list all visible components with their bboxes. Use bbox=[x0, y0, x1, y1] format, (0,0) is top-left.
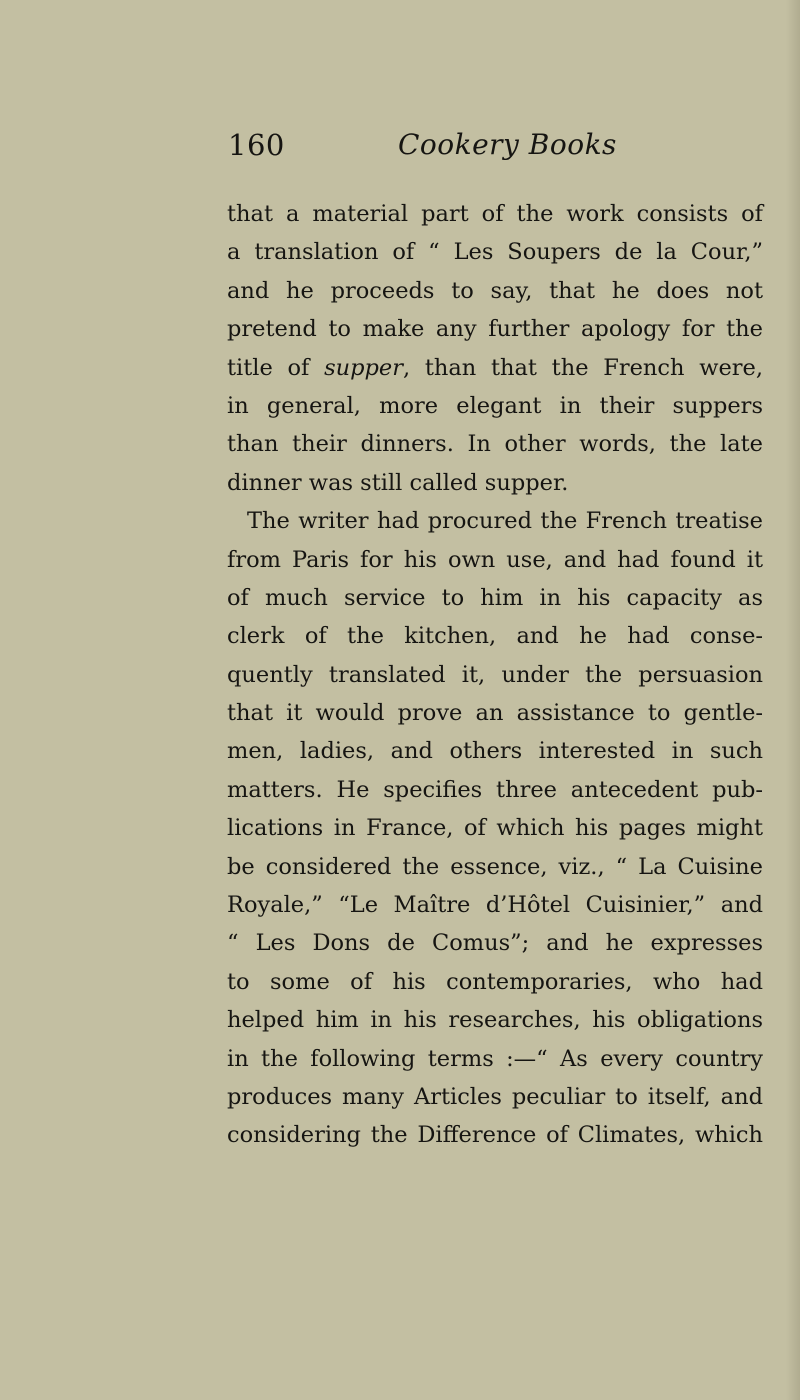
text-line bbox=[227, 349, 763, 387]
text-line: to some of his contemporaries, who had bbox=[227, 968, 763, 995]
page-number: 160 bbox=[228, 128, 285, 162]
text-line: in the following terms :—“ As every country bbox=[227, 1045, 763, 1072]
text-line: that a material part of the work consists of bbox=[227, 201, 763, 227]
text-line: “ Les Dons de Comus”; and he expresses bbox=[227, 930, 763, 957]
text-line: in general, more elegant in their suppers bbox=[227, 392, 763, 419]
text-line: that it would prove an assistance to gentle- bbox=[227, 700, 763, 727]
text-line: clerk of the kitchen, and he had conse- bbox=[227, 623, 763, 650]
text-line: a translation of “ Les Soupers de la Cour,” bbox=[227, 239, 763, 266]
text-line: matters. He specifies three antecedent pub- bbox=[227, 776, 763, 803]
text-line: dinner was still called supper. bbox=[227, 469, 569, 496]
text-line: be considered the essence, viz., “ La Cuisine bbox=[227, 853, 763, 880]
text-line: pretend to make any further apology for the bbox=[227, 316, 763, 343]
running-title: Cookery Books bbox=[398, 128, 617, 161]
text-line: lications in France, of which his pages might bbox=[227, 815, 763, 842]
running-head bbox=[228, 128, 648, 168]
text-line: than their dinners. In other words, the late bbox=[227, 431, 763, 458]
text-line: helped him in his researches, his obligations bbox=[227, 1007, 763, 1034]
text-line: The writer had procured the French treatise bbox=[247, 508, 763, 535]
text-fragment: , than that the French were, bbox=[403, 354, 763, 381]
text-line: quently translated it, under the persuasion bbox=[227, 661, 763, 688]
text-line: Royale,” “Le Maître d’Hôtel Cuisinier,” and bbox=[227, 892, 763, 919]
italic-word: supper bbox=[324, 354, 403, 381]
text-line: produces many Articles peculiar to itself, and bbox=[227, 1083, 763, 1110]
text-line: of much service to him in his capacity as bbox=[227, 584, 763, 611]
body-text bbox=[227, 195, 763, 1155]
text-fragment: title of bbox=[227, 354, 325, 381]
text-line: men, ladies, and others interested in such bbox=[227, 738, 763, 765]
page-edge-shadow bbox=[786, 0, 800, 1400]
text-line: from Paris for his own use, and had found it bbox=[227, 546, 763, 573]
text-line: and he proceeds to say, that he does not bbox=[227, 277, 763, 304]
text-line: considering the Difference of Climates, which bbox=[227, 1122, 763, 1149]
